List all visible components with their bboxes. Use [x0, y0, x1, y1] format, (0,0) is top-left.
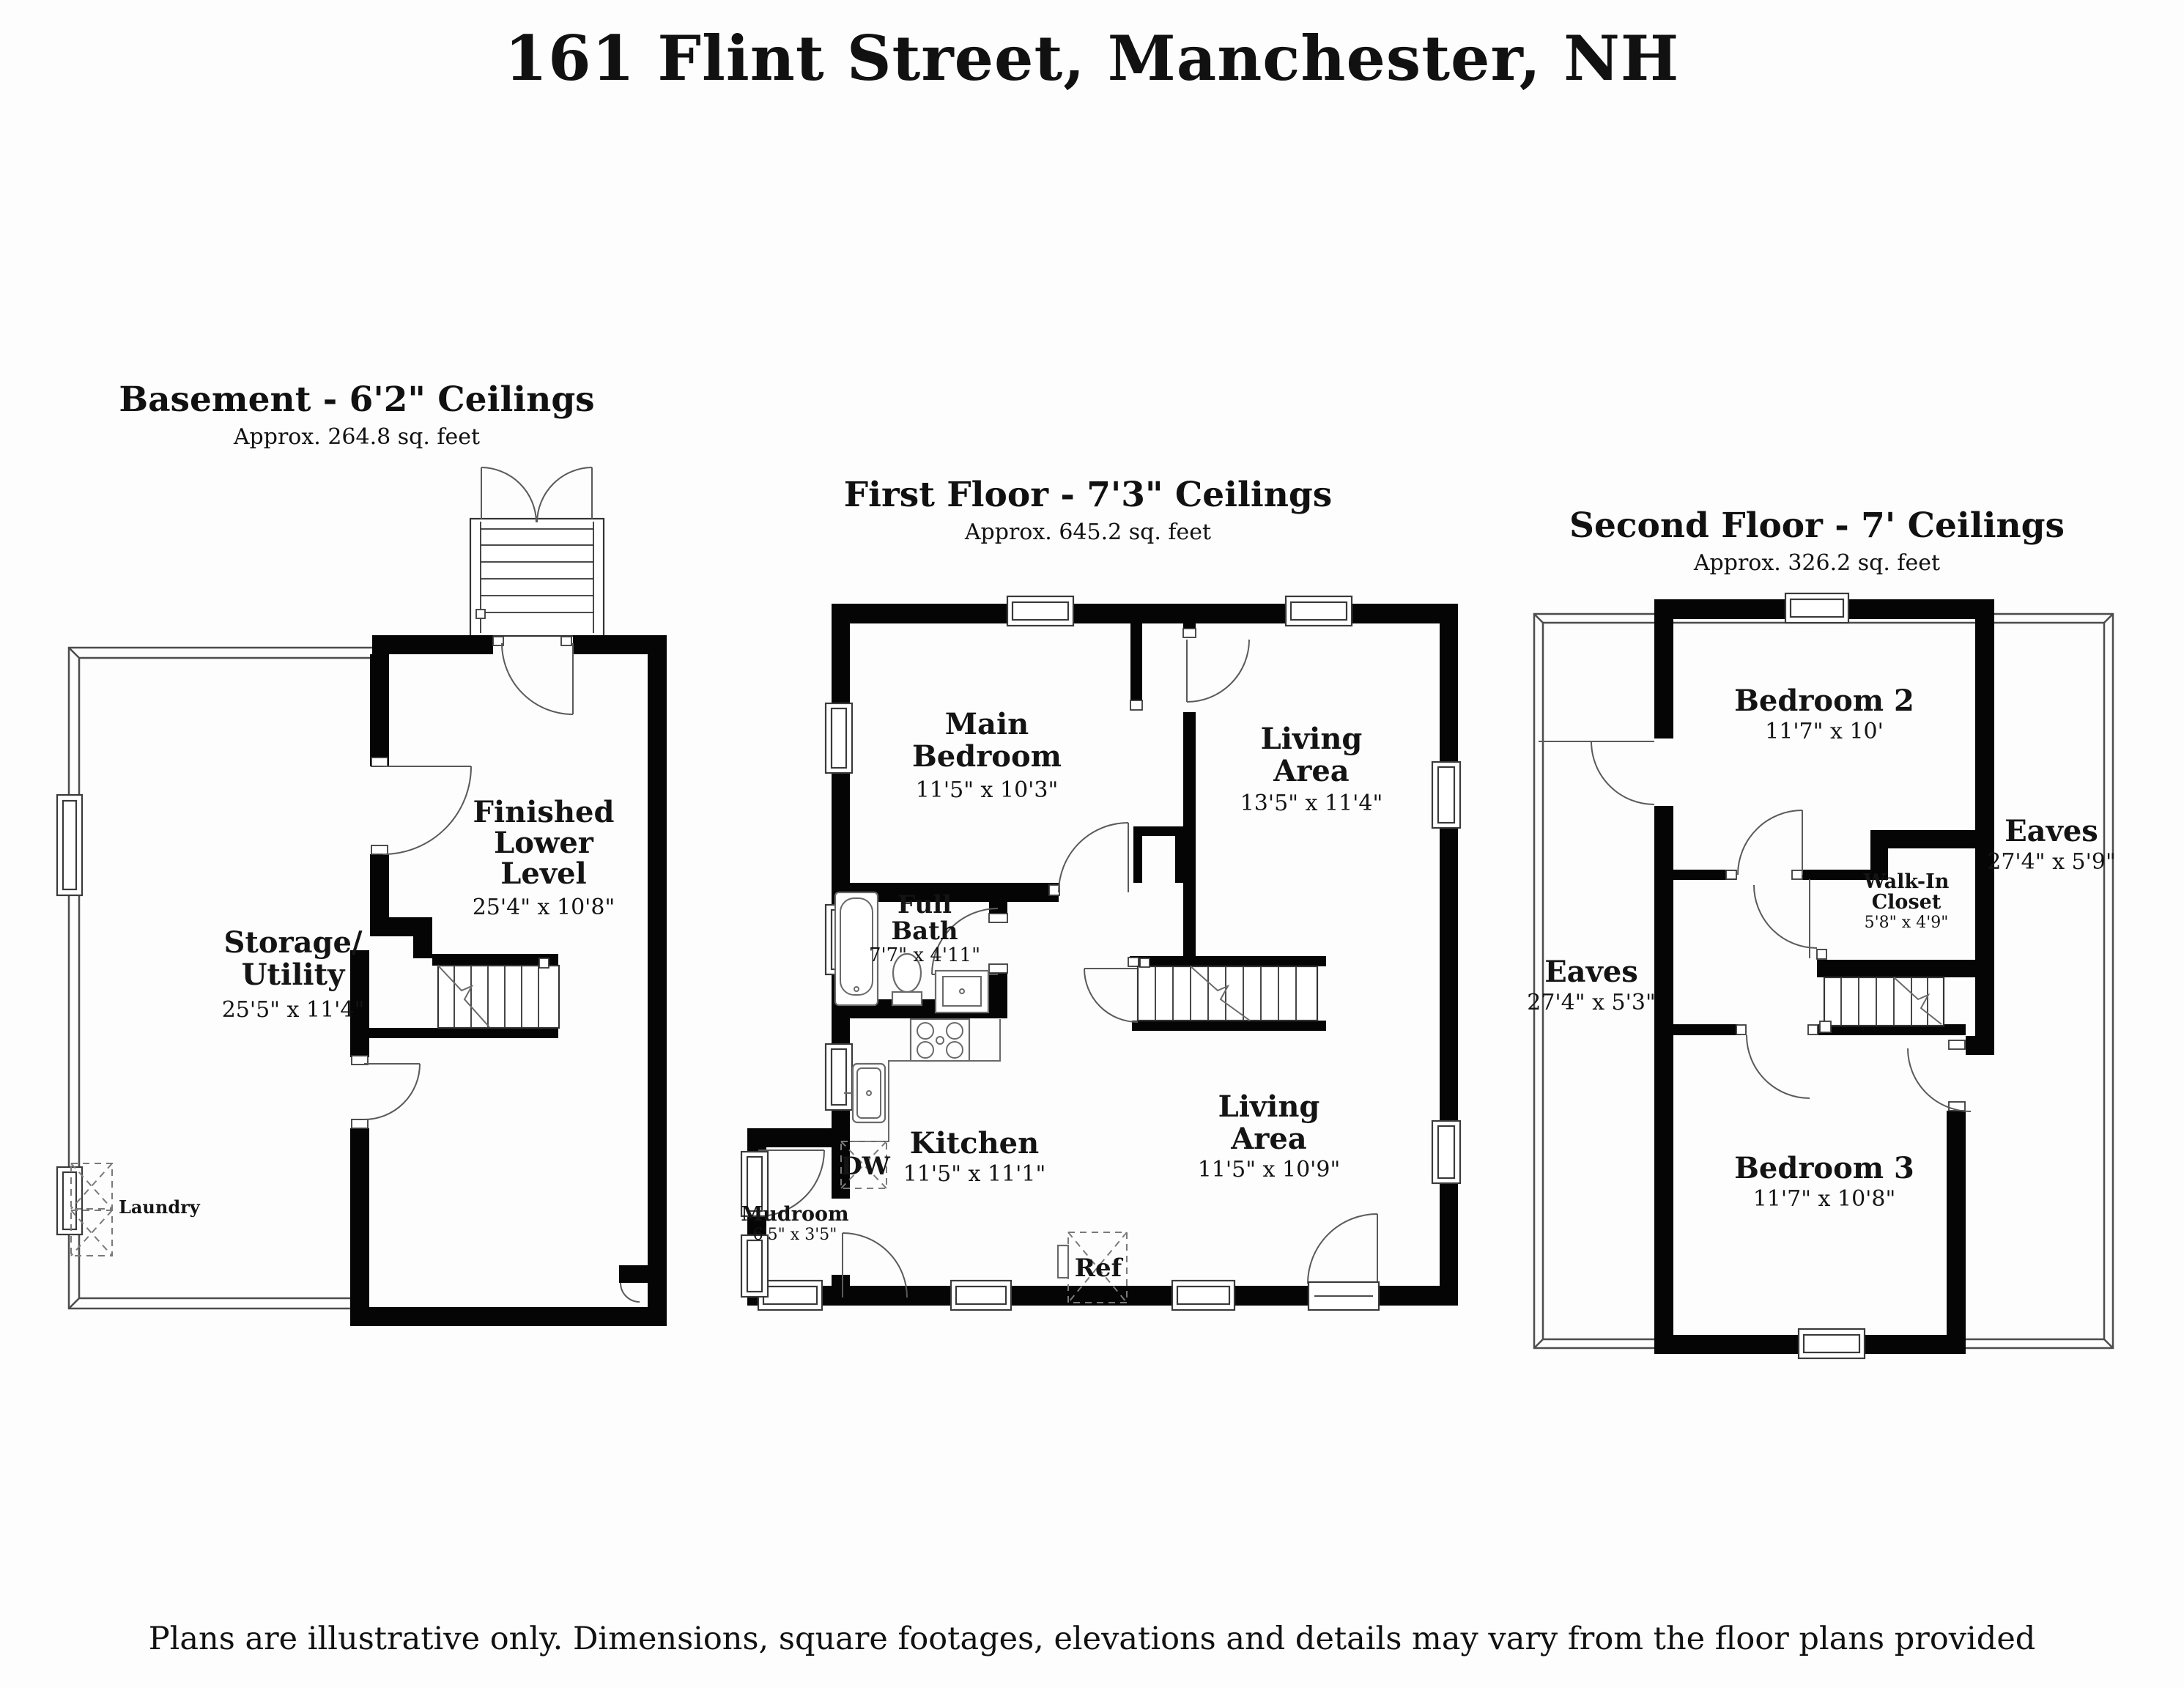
disclaimer-text: Plans are illustrative only. Dimensions, square footages, elevations and details may vary from the floor plans provided	[148, 1621, 2036, 1657]
finished-lower-level-line2: Lower	[494, 826, 593, 860]
first-floor-title: First Floor - 7'3" Ceilings	[843, 475, 1333, 515]
bulkhead-stairs	[470, 467, 604, 636]
first-floor-sqft: Approx. 645.2 sq. feet	[964, 519, 1212, 545]
second-floor-plan	[1527, 593, 2116, 1358]
living-area-top-line2: Area	[1273, 754, 1350, 788]
living-area-bottom-dims: 11'5" x 10'9"	[1197, 1157, 1341, 1182]
storage-utility-label-line1: Storage/	[223, 925, 363, 960]
basement-stairs	[438, 958, 559, 1028]
finished-lower-level-dims: 25'4" x 10'8"	[472, 895, 615, 920]
second-floor-title: Second Floor - 7' Ceilings	[1569, 506, 2065, 546]
laundry-label: Laundry	[119, 1196, 200, 1218]
mudroom-dims: 6'5" x 3'5"	[752, 1226, 837, 1244]
first-floor-plan	[741, 596, 1460, 1310]
eaves-left-dims: 27'4" x 5'3"	[1527, 990, 1656, 1015]
living-area-bottom-line1: Living	[1218, 1089, 1320, 1124]
basement-plan	[57, 467, 667, 1326]
full-bath-dims: 7'7" x 4'11"	[868, 944, 981, 966]
storage-utility-dims: 25'5" x 11'4"	[221, 997, 365, 1023]
bedroom2-dims: 11'7" x 10'	[1765, 719, 1884, 744]
finished-lower-level-line3: Level	[500, 856, 587, 891]
basement-title: Basement - 6'2" Ceilings	[119, 380, 595, 420]
entry-door-sill	[1308, 1282, 1379, 1310]
mudroom-label: Mudroom	[741, 1203, 849, 1226]
finished-lower-level-line1: Finished	[473, 795, 615, 829]
basement-window-upper	[57, 795, 82, 895]
walkin-closet-line2: Closet	[1871, 891, 1941, 914]
living-area-top-dims: 13'5" x 11'4"	[1240, 791, 1383, 816]
full-bath-label-line2: Bath	[891, 917, 958, 946]
full-bath-label-line1: Full	[897, 890, 952, 919]
kitchen-label: Kitchen	[909, 1126, 1040, 1160]
dw-label: DW	[840, 1152, 890, 1181]
bedroom3-label: Bedroom 3	[1734, 1151, 1914, 1185]
second-floor-sqft: Approx. 326.2 sq. feet	[1693, 550, 1941, 576]
stove	[911, 1019, 969, 1061]
ref-label: Ref	[1074, 1254, 1122, 1283]
second-floor-stairs	[1820, 977, 1944, 1032]
kitchen-dims: 11'5" x 11'1"	[903, 1161, 1046, 1187]
first-floor-stairs	[1138, 958, 1317, 1021]
bedroom2-label: Bedroom 2	[1734, 684, 1914, 718]
main-bedroom-label-line2: Bedroom	[912, 739, 1062, 774]
page-title: 161 Flint Street, Manchester, NH	[504, 22, 1680, 95]
eaves-right-label: Eaves	[2005, 814, 2098, 848]
eaves-right-dims: 27'4" x 5'9"	[1987, 849, 2116, 875]
main-bedroom-dims: 11'5" x 10'3"	[915, 777, 1059, 803]
walkin-closet-dims: 5'8" x 4'9"	[1864, 914, 1949, 932]
eaves-left-label: Eaves	[1544, 955, 1638, 989]
basement-sqft: Approx. 264.8 sq. feet	[233, 424, 481, 450]
living-area-top-line1: Living	[1260, 722, 1363, 756]
living-area-bottom-line2: Area	[1231, 1122, 1307, 1156]
walkin-closet-line1: Walk-In	[1863, 870, 1950, 893]
bedroom3-dims: 11'7" x 10'8"	[1752, 1186, 1896, 1212]
main-bedroom-label-line1: Main	[944, 707, 1029, 741]
storage-utility-label-line2: Utility	[241, 958, 345, 992]
bath-sink	[936, 971, 988, 1013]
